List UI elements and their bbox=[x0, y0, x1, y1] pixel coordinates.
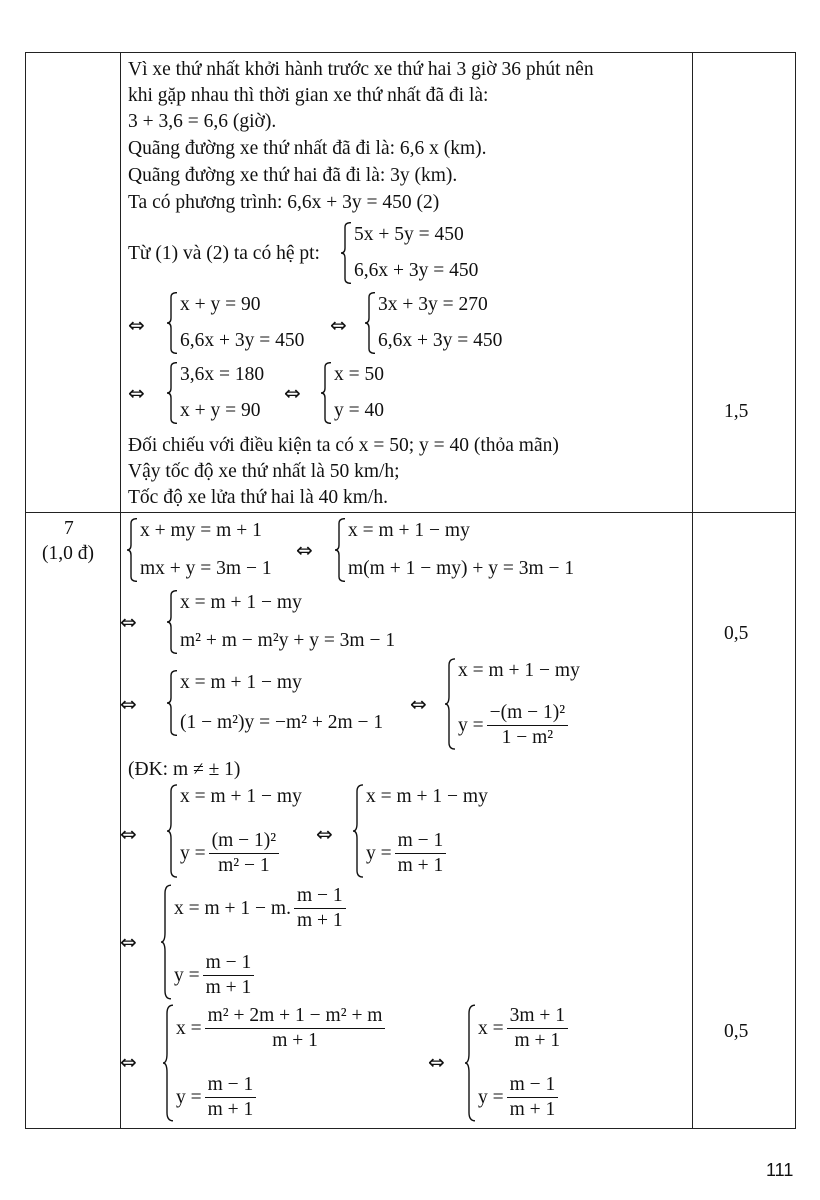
equation bbox=[458, 701, 580, 750]
score: 0,5 bbox=[724, 1021, 749, 1042]
equivalence-symbol: ⇔ bbox=[428, 1050, 445, 1074]
score: 1,5 bbox=[724, 401, 749, 422]
equation-lhs: x = bbox=[176, 1017, 202, 1039]
equation-system bbox=[162, 1004, 388, 1122]
denominator: m + 1 bbox=[397, 855, 444, 876]
equation: 5x + 5y = 450 bbox=[354, 224, 464, 245]
equation-system bbox=[320, 362, 384, 424]
equation: x + y = 90 bbox=[180, 400, 261, 421]
brace-icon bbox=[320, 362, 332, 424]
brace-icon bbox=[166, 784, 178, 878]
numerator: −(m − 1)² bbox=[487, 701, 569, 726]
text-line: khi gặp nhau thì thời gian xe thứ nhất đã đi là: bbox=[128, 85, 489, 106]
equation-system bbox=[444, 658, 580, 750]
equation: y = 40 bbox=[334, 400, 384, 421]
numerator: 3m + 1 bbox=[507, 1004, 568, 1029]
equation: x = 50 bbox=[334, 364, 384, 385]
equation: mx + y = 3m − 1 bbox=[140, 558, 272, 579]
equation-system bbox=[160, 884, 349, 1000]
table-top-border bbox=[25, 52, 796, 53]
text-line: Vì xe thứ nhất khởi hành trước xe thứ hai 3 giờ 36 phút nên bbox=[128, 59, 594, 80]
brace-icon bbox=[334, 518, 346, 582]
fraction bbox=[507, 1073, 559, 1122]
numerator: m − 1 bbox=[205, 1073, 257, 1098]
equation-system bbox=[166, 784, 302, 878]
equation-system bbox=[464, 1004, 571, 1122]
equation-system bbox=[352, 784, 488, 878]
equivalence-symbol: ⇔ bbox=[120, 610, 137, 634]
equation: 3,6x = 180 bbox=[180, 364, 265, 385]
equation-lhs: y = bbox=[366, 842, 392, 864]
brace-icon bbox=[160, 884, 172, 1000]
equation: x = m + 1 − my bbox=[366, 786, 488, 807]
equation: 6,6x + 3y = 450 bbox=[354, 260, 479, 281]
equation-lhs: y = bbox=[174, 964, 200, 986]
fraction bbox=[209, 829, 280, 878]
equation-system bbox=[166, 362, 264, 424]
equation-system bbox=[364, 292, 502, 354]
equation-system bbox=[166, 292, 304, 354]
equivalence-symbol: ⇔ bbox=[120, 692, 137, 716]
equation bbox=[174, 951, 349, 1000]
brace-icon bbox=[340, 222, 352, 284]
text-line: Tốc độ xe lửa thứ hai là 40 km/h. bbox=[128, 487, 388, 508]
equation: x = m + 1 − my bbox=[348, 520, 470, 541]
equation bbox=[174, 884, 349, 933]
fraction bbox=[203, 951, 255, 1000]
text-line: 3 + 3,6 = 6,6 (giờ). bbox=[128, 111, 277, 132]
brace-icon bbox=[162, 1004, 174, 1122]
equivalence-symbol: ⇔ bbox=[128, 313, 145, 337]
equation-lhs: y = bbox=[180, 842, 206, 864]
equation bbox=[176, 1004, 388, 1053]
equation-system bbox=[166, 590, 395, 654]
equation bbox=[366, 829, 488, 878]
equation-system bbox=[340, 222, 478, 284]
equation: m(m + 1 − my) + y = 3m − 1 bbox=[348, 558, 575, 579]
equation-system bbox=[166, 670, 383, 736]
equation: m² + m − m²y + y = 3m − 1 bbox=[180, 630, 396, 651]
equation-system bbox=[334, 518, 574, 582]
equivalence-symbol: ⇔ bbox=[316, 822, 333, 846]
text-line: Quãng đường xe thứ nhất đã đi là: 6,6 x (km). bbox=[128, 138, 487, 159]
equation bbox=[176, 1073, 388, 1122]
brace-icon bbox=[444, 658, 456, 750]
brace-icon bbox=[352, 784, 364, 878]
system-intro: Từ (1) và (2) ta có hệ pt: bbox=[128, 243, 320, 264]
column-divider-1 bbox=[120, 52, 121, 1128]
numerator: m − 1 bbox=[395, 829, 447, 854]
equivalence-symbol: ⇔ bbox=[410, 692, 427, 716]
brace-icon bbox=[166, 292, 178, 354]
equation: 3x + 3y = 270 bbox=[378, 294, 488, 315]
brace-icon bbox=[464, 1004, 476, 1122]
denominator: m + 1 bbox=[514, 1030, 561, 1051]
brace-icon bbox=[166, 670, 178, 736]
equivalence-symbol: ⇔ bbox=[284, 381, 301, 405]
equation: x = m + 1 − my bbox=[180, 592, 302, 613]
column-divider-2 bbox=[692, 52, 693, 1128]
brace-icon bbox=[364, 292, 376, 354]
fraction bbox=[395, 829, 447, 878]
equation-lhs: x = m + 1 − m. bbox=[174, 897, 291, 919]
numerator: m − 1 bbox=[294, 884, 346, 909]
equation: 6,6x + 3y = 450 bbox=[180, 330, 305, 351]
equivalence-symbol: ⇔ bbox=[330, 313, 347, 337]
text-line: Quãng đường xe thứ hai đã đi là: 3y (km). bbox=[128, 165, 458, 186]
text-line: Đối chiếu với điều kiện ta có x = 50; y = 40 (thỏa mãn) bbox=[128, 435, 559, 456]
equation: x = m + 1 − my bbox=[458, 660, 580, 681]
condition: (ĐK: m ≠ ± 1) bbox=[128, 759, 241, 780]
equation-system bbox=[126, 518, 272, 582]
score: 0,5 bbox=[724, 623, 749, 644]
fraction bbox=[205, 1073, 257, 1122]
equivalence-symbol: ⇔ bbox=[128, 381, 145, 405]
brace-icon bbox=[166, 362, 178, 424]
equivalence-symbol: ⇔ bbox=[120, 930, 137, 954]
equation: x = m + 1 − my bbox=[180, 672, 302, 693]
question-number: 7 bbox=[64, 518, 74, 539]
table-right-border bbox=[795, 52, 796, 1128]
equation bbox=[478, 1073, 571, 1122]
numerator: (m − 1)² bbox=[209, 829, 280, 854]
equation-lhs: y = bbox=[176, 1086, 202, 1108]
brace-icon bbox=[126, 518, 138, 582]
fraction bbox=[205, 1004, 386, 1053]
equation-lhs: y = bbox=[458, 714, 484, 736]
equation bbox=[478, 1004, 571, 1053]
equation: x = m + 1 − my bbox=[180, 786, 302, 807]
fraction bbox=[487, 701, 569, 750]
row-divider bbox=[25, 512, 796, 513]
equation: 6,6x + 3y = 450 bbox=[378, 330, 503, 351]
page-number: 111 bbox=[766, 1160, 794, 1180]
equation-lhs: x = bbox=[478, 1017, 504, 1039]
fraction bbox=[294, 884, 346, 933]
equation-lhs: y = bbox=[478, 1086, 504, 1108]
text-line: Ta có phương trình: 6,6x + 3y = 450 (2) bbox=[128, 192, 440, 213]
denominator: m + 1 bbox=[205, 977, 252, 998]
numerator: m − 1 bbox=[203, 951, 255, 976]
denominator: m + 1 bbox=[296, 910, 343, 931]
table-bottom-border bbox=[25, 1128, 796, 1129]
denominator: 1 − m² bbox=[501, 727, 554, 748]
table-left-border bbox=[25, 52, 26, 1128]
denominator: m + 1 bbox=[272, 1030, 318, 1051]
fraction bbox=[507, 1004, 568, 1053]
equivalence-symbol: ⇔ bbox=[120, 1050, 137, 1074]
denominator: m + 1 bbox=[207, 1099, 254, 1120]
numerator: m − 1 bbox=[507, 1073, 559, 1098]
equation: x + my = m + 1 bbox=[140, 520, 262, 541]
equation: (1 − m²)y = −m² + 2m − 1 bbox=[180, 712, 384, 733]
equation: x + y = 90 bbox=[180, 294, 261, 315]
text-line: Vậy tốc độ xe thứ nhất là 50 km/h; bbox=[128, 461, 400, 482]
denominator: m² − 1 bbox=[218, 855, 270, 876]
numerator: m² + 2m + 1 − m² + m bbox=[205, 1004, 386, 1029]
equivalence-symbol: ⇔ bbox=[296, 538, 313, 562]
question-points: (1,0 đ) bbox=[42, 543, 94, 564]
brace-icon bbox=[166, 590, 178, 654]
denominator: m + 1 bbox=[509, 1099, 556, 1120]
equivalence-symbol: ⇔ bbox=[120, 822, 137, 846]
equation bbox=[180, 829, 302, 878]
